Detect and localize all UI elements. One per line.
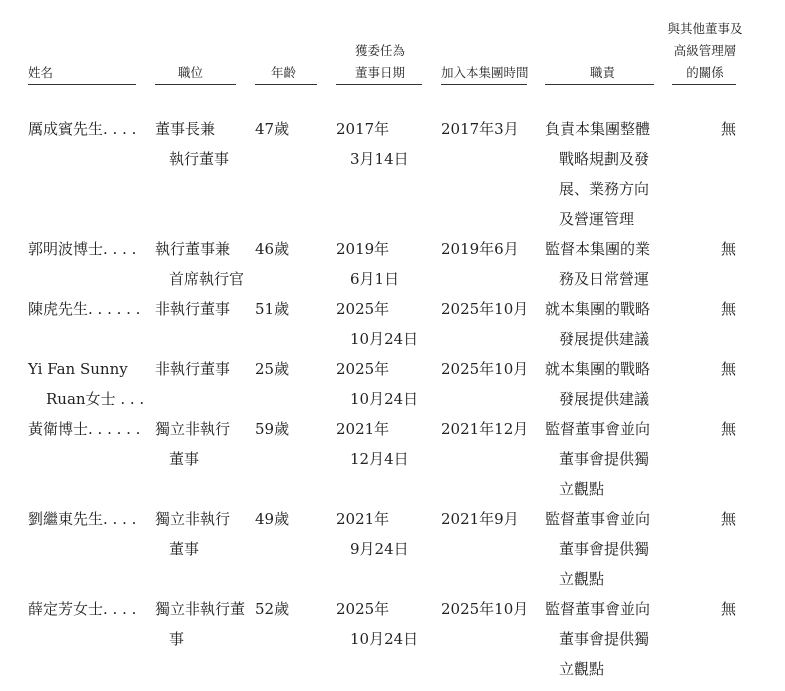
header-relationship: 與其他董事及 高級管理層 的關係 xyxy=(667,21,743,80)
header-duties: 職責 xyxy=(590,65,616,80)
duties-line: 立觀點 xyxy=(559,660,605,678)
cell-appointment-date xyxy=(336,594,418,654)
appointment-date-line: 10月24日 xyxy=(350,330,419,348)
appointment-date-line: 2017年 xyxy=(336,120,390,138)
header-rule-join-date xyxy=(441,84,527,85)
duties-line: 立觀點 xyxy=(559,570,605,588)
cell-position xyxy=(155,354,230,384)
cell-position xyxy=(155,414,230,474)
cell-join-date: 2025年10月 xyxy=(441,360,529,378)
cell-appointment-date xyxy=(336,354,418,414)
header-rule-relationship xyxy=(672,84,736,85)
cell-position xyxy=(155,234,244,294)
cell-position xyxy=(155,504,230,564)
header-rule-name xyxy=(28,84,136,85)
cell-position xyxy=(155,294,230,324)
cell-age: 51歲 xyxy=(255,300,290,318)
cell-join-date: 2021年9月 xyxy=(441,510,519,528)
cell-age: 49歲 xyxy=(255,510,290,528)
cell-appointment-date xyxy=(336,504,409,564)
cell-age: 25歲 xyxy=(255,360,290,378)
appointment-date-line: 6月1日 xyxy=(350,270,400,288)
cell-duties xyxy=(545,504,650,594)
cell-relationship: 無 xyxy=(720,240,736,258)
cell-join-date: 2021年12月 xyxy=(441,420,529,438)
appointment-date-line: 3月14日 xyxy=(350,150,409,168)
cell-duties xyxy=(545,114,650,234)
cell-age: 46歲 xyxy=(255,240,290,258)
cell-duties xyxy=(545,354,650,414)
header-rule-position xyxy=(155,84,236,85)
position-line: 非執行董事 xyxy=(155,300,231,318)
cell-relationship: 無 xyxy=(720,600,736,618)
duties-line: 董事會提供獨 xyxy=(559,450,650,468)
cell-age: 47歲 xyxy=(255,120,290,138)
appointment-date-line: 9月24日 xyxy=(350,540,409,558)
position-line: 董事 xyxy=(169,540,200,558)
position-line: 董事長兼 xyxy=(155,120,216,138)
position-line: 執行董事 xyxy=(169,150,230,168)
appointment-date-line: 2019年 xyxy=(336,240,390,258)
cell-name xyxy=(28,294,140,324)
cell-relationship: 無 xyxy=(720,300,736,318)
duties-line: 就本集團的戰略 xyxy=(545,360,651,378)
name-line: 厲成賓先生. . . . xyxy=(28,120,137,138)
duties-line: 及營運管理 xyxy=(559,210,635,228)
name-line: 郭明波博士. . . . xyxy=(28,240,137,258)
cell-name xyxy=(28,414,140,444)
cell-join-date: 2019年6月 xyxy=(441,240,519,258)
name-line: 劉繼東先生. . . . xyxy=(28,510,137,528)
position-line: 獨立非執行董 xyxy=(155,600,246,618)
cell-appointment-date xyxy=(336,234,399,294)
cell-name xyxy=(28,594,136,624)
duties-line: 負責本集團整體 xyxy=(545,120,651,138)
cell-join-date: 2025年10月 xyxy=(441,600,529,618)
cell-appointment-date xyxy=(336,414,409,474)
cell-appointment-date xyxy=(336,294,418,354)
cell-duties xyxy=(545,294,650,354)
name-line: 陳虎先生. . . . . . xyxy=(28,300,141,318)
appointment-date-line: 2025年 xyxy=(336,600,390,618)
cell-duties xyxy=(545,594,650,684)
position-line: 事 xyxy=(169,630,185,648)
position-line: 獨立非執行 xyxy=(155,420,231,438)
header-join-date: 加入本集團時間 xyxy=(441,65,529,80)
cell-name xyxy=(28,114,136,144)
appointment-date-line: 2021年 xyxy=(336,420,390,438)
cell-age: 59歲 xyxy=(255,420,290,438)
name-line: Yi Fan Sunny xyxy=(28,360,128,378)
duties-line: 監督董事會並向 xyxy=(545,510,651,528)
duties-line: 發展提供建議 xyxy=(559,390,650,408)
cell-relationship: 無 xyxy=(720,420,736,438)
duties-line: 就本集團的戰略 xyxy=(545,300,651,318)
cell-position xyxy=(155,114,229,174)
name-line: Ruan女士 . . . xyxy=(46,390,145,408)
duties-line: 董事會提供獨 xyxy=(559,540,650,558)
header-name: 姓名 xyxy=(28,65,54,80)
cell-relationship: 無 xyxy=(720,510,736,528)
position-line: 首席執行官 xyxy=(169,270,245,288)
appointment-date-line: 10月24日 xyxy=(350,390,419,408)
cell-age: 52歲 xyxy=(255,600,290,618)
cell-appointment-date xyxy=(336,114,409,174)
header-rule-age xyxy=(255,84,317,85)
duties-line: 立觀點 xyxy=(559,480,605,498)
position-line: 董事 xyxy=(169,450,200,468)
cell-name xyxy=(28,234,136,264)
header-age: 年齡 xyxy=(271,65,297,80)
appointment-date-line: 2025年 xyxy=(336,360,390,378)
header-rule-appointment-date xyxy=(336,84,422,85)
name-line: 黃衛博士. . . . . . xyxy=(28,420,141,438)
duties-line: 監督董事會並向 xyxy=(545,420,651,438)
header-rule-duties xyxy=(545,84,654,85)
cell-position xyxy=(155,594,245,654)
appointment-date-line: 2025年 xyxy=(336,300,390,318)
header-appointment-date: 獲委任為 董事日期 xyxy=(354,43,405,80)
cell-join-date: 2025年10月 xyxy=(441,300,529,318)
cell-duties xyxy=(545,414,650,504)
cell-duties xyxy=(545,234,650,294)
duties-line: 務及日常營運 xyxy=(559,270,650,288)
duties-line: 董事會提供獨 xyxy=(559,630,650,648)
appointment-date-line: 12月4日 xyxy=(350,450,409,468)
cell-name xyxy=(28,504,136,534)
header-position: 職位 xyxy=(178,65,204,80)
duties-line: 戰略規劃及發 xyxy=(559,150,650,168)
name-line: 薛定芳女士. . . . xyxy=(28,600,137,618)
position-line: 獨立非執行 xyxy=(155,510,231,528)
duties-line: 監督董事會並向 xyxy=(545,600,651,618)
appointment-date-line: 10月24日 xyxy=(350,630,419,648)
cell-relationship: 無 xyxy=(720,120,736,138)
position-line: 執行董事兼 xyxy=(155,240,231,258)
position-line: 非執行董事 xyxy=(155,360,231,378)
duties-line: 展、業務方向 xyxy=(559,180,650,198)
cell-relationship: 無 xyxy=(720,360,736,378)
cell-name xyxy=(28,354,144,414)
cell-join-date: 2017年3月 xyxy=(441,120,519,138)
appointment-date-line: 2021年 xyxy=(336,510,390,528)
duties-line: 監督本集團的業 xyxy=(545,240,651,258)
duties-line: 發展提供建議 xyxy=(559,330,650,348)
